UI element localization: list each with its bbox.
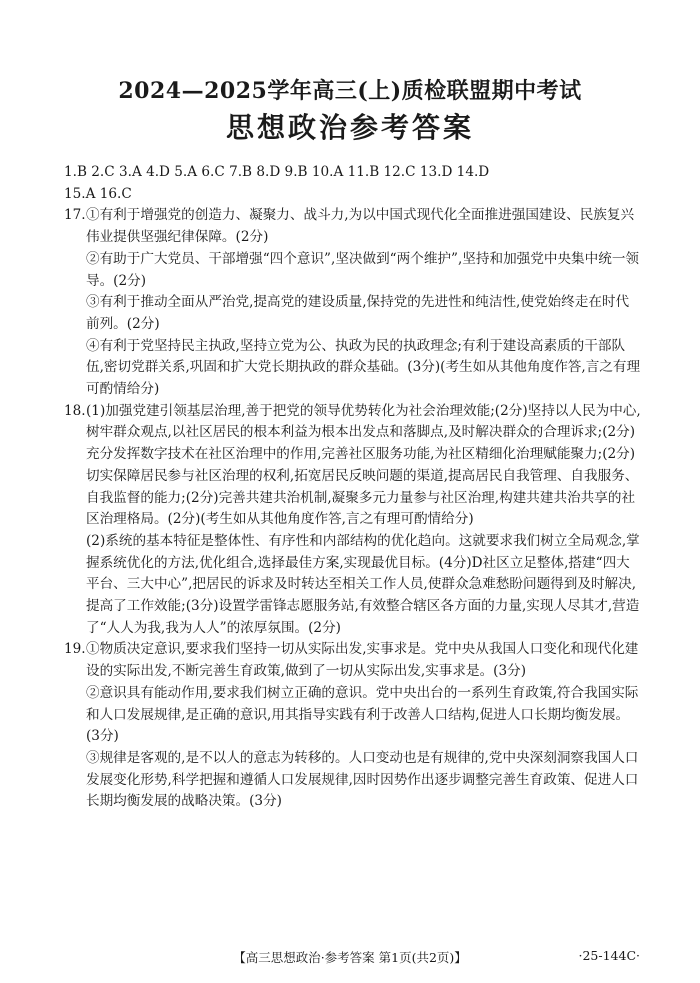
answer-paragraph: (2)系统的基本特征是整体性、有序性和内部结构的优化趋向。这就要求我们树立全局观念,掌握系统优化的方法,优化组合,选择最佳方案,实现最优目标。(4分)D社区立足整体,搭建“四大平台、三大中心”,把居民的诉求及时转达至相关工作人员,使群众急难愁盼问题得到及时解决,提高了工作效能;(3分)设置学雷锋志愿服务站,有效整合辖区各方面的力量,实现人尽其才,营造了“人人为我,我为人人”的浓厚氛围。(2分): [86, 532, 640, 636]
question-17: [64, 205, 642, 400]
answer-paragraph: ④有利于党坚持民主执政,坚持立党为公、执政为民的执政理念;有利于建设高素质的干部队伍,密切党群关系,巩固和扩大党长期执政的群众基础。(3分)(考生如从其他角度作答,言之有理可酌情给分): [86, 337, 641, 398]
choice-answers-line-2: 15.A 16.C: [64, 185, 132, 202]
answer-paragraph: ②意识具有能动作用,要求我们树立正确的意识。党中央出台的一系列生育政策,符合我国实际和人口发展规律,是正确的意识,用其指导实践有利于改善人口结构,促进人口长期均衡发展。(3分): [86, 684, 639, 745]
exam-title: 2024—2025学年高三(上)质检联盟期中考试: [118, 78, 582, 104]
question-18: [64, 401, 642, 640]
question-number: 17.: [64, 207, 86, 224]
answer-paragraph: ①有利于增强党的创造力、凝聚力、战斗力,为以中国式现代化全面推进强国建设、民族复兴伟业提供坚强纪律保障。(2分): [86, 207, 635, 246]
page-number-label: 【高三思想政治·参考答案 第1页(共2页)】: [233, 950, 467, 965]
answer-key-title: 思想政治参考答案: [225, 111, 474, 144]
answer-content: [64, 162, 642, 813]
answer-paragraph: ②有助于广大党员、干部增强“四个意识”,坚决做到“两个维护”,坚持和加强党中央集中统一领导。(2分): [86, 250, 639, 289]
answer-paragraph: ③有利于推动全面从严治党,提高党的建设质量,保持党的先进性和纯洁性,使党始终走在时代前列。(2分): [86, 294, 630, 332]
question-number: 19.: [64, 641, 86, 658]
choice-answers-line-1: 1.B 2.C 3.A 4.D 5.A 6.C 7.B 8.D 9.B 10.A 11.B 12.C 13.D 14.D: [64, 164, 490, 180]
question-19: [64, 639, 642, 813]
document-code: ·25-144C·: [578, 948, 640, 963]
answer-paragraph: ③规律是客观的,是不以人的意志为转移的。人口变动也是有规律的,党中央深刻洞察我国人口发展变化形势,科学把握和遵循人口发展规律,因时因势作出逐步调整完善生育政策、促进人口长期均衡发展的战略决策。(3分): [86, 749, 639, 810]
answer-paragraph: ①物质决定意识,要求我们坚持一切从实际出发,实事求是。党中央从我国人口变化和现代化建设的实际出发,不断完善生育政策,做到了一切从实际出发,实事求是。(3分): [86, 641, 639, 680]
answer-paragraph: (1)加强党建引领基层治理,善于把党的领导优势转化为社会治理效能;(2分)坚持以人民为中心,树牢群众观点,以社区居民的根本利益为根本出发点和落脚点,及时解决群众的合理诉求;(2分)充分发挥数字技术在社区治理中的作用,完善社区服务功能,为社区精细化治理赋能聚力;(2分)切实保障居民参与社区治理的权利,拓宽居民反映问题的渠道,提高居民自我管理、自我服务、自我监督的能力;(2分)完善共建共治机制,凝聚多元力量参与社区治理,构建共建共治共享的社区治理格局。(2分)(考生如从其他角度作答,言之有理可酌情给分): [86, 402, 641, 528]
question-number: 18.: [64, 402, 86, 419]
